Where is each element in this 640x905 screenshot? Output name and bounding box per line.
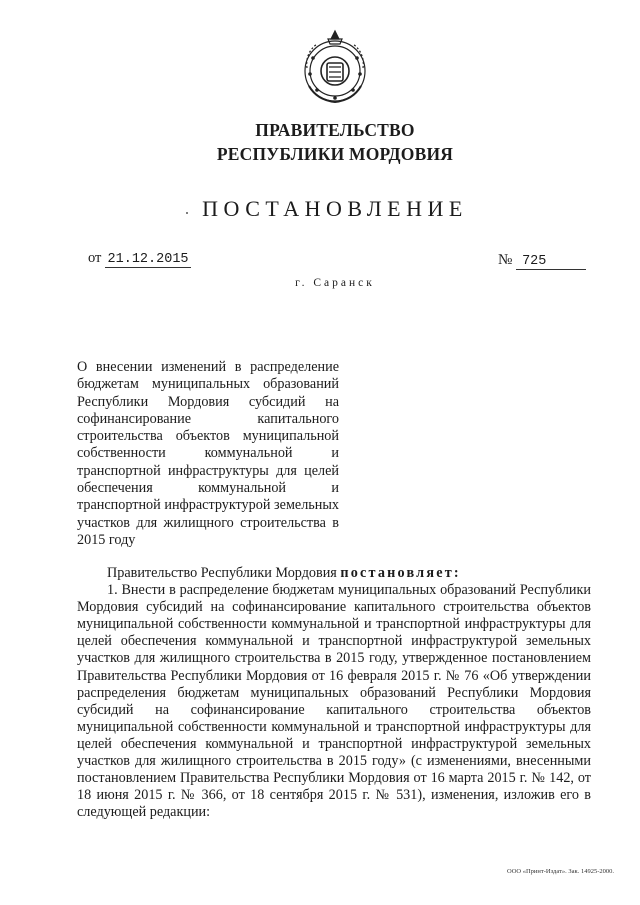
- printer-imprint: ООО «Принт-Издат». Зак. 14925-2000.: [507, 868, 614, 875]
- decree-body: [77, 565, 591, 821]
- document-type-title: ПОСТАНОВЛЕНИЕ: [202, 196, 468, 221]
- intro-paragraph: [77, 565, 591, 582]
- date-prefix: от: [88, 250, 102, 266]
- item-1-paragraph: 1. Внести в распределение бюджетам муниципальных образований Республики Мордовия субсидий на софинансирование капитального строительства объектов муниципальной собственности коммунальной и транспортной инфраструктуры для целей обеспечения коммунальной и транспортной инфраструктурой земельных участков для жилищного строительства в 2015 году, утвержденное постановлением Правительства Республики Мордовия от 16 февраля 2015 г. № 76 «Об утверждении распределения бюджетам муниципальных образований Республики Мордовия субсидий на софинансирование капитального строительства объектов муниципальной собственности коммунальной и транспортной инфраструктуры для целей обеспечения коммунальной и транспортной инфраструктурой земельных участков для жилищного строительства в 2015 году» (с изменениями, внесенными постановлением Правительства Республики Мордовия от 16 марта 2015 г. № 142, от 18 июня 2015 г. № 366, от 18 сентября 2015 г. № 531), изменения, изложив его в следующей редакции:: [77, 582, 591, 821]
- decree-date: [88, 250, 191, 268]
- coat-of-arms-emblem-icon: [295, 28, 375, 108]
- resolves-keyword: постановляет:: [340, 565, 461, 581]
- government-title-line2: РЕСПУБЛИКИ МОРДОВИЯ: [216, 144, 454, 164]
- intro-text: Правительство Республики Мордовия: [107, 565, 341, 581]
- number-value: 725: [516, 254, 586, 270]
- scan-speck: [186, 212, 188, 214]
- decree-subject: О внесении изменений в распределение бюджетам муниципальных образований Республики Мордовия субсидий на софинансирование капитального строительства объектов муниципальной собственности коммунальной и транспортной инфраструктуры для целей обеспечения коммунальной и транспортной инфраструктурой земельных участков для жилищного строительства в 2015 году: [77, 359, 339, 548]
- city-line: г. Саранск: [295, 277, 375, 289]
- number-prefix: №: [498, 252, 513, 268]
- government-title-line1: ПРАВИТЕЛЬСТВО: [255, 120, 415, 140]
- date-value: 21.12.2015: [105, 252, 191, 268]
- decree-number: [498, 252, 586, 270]
